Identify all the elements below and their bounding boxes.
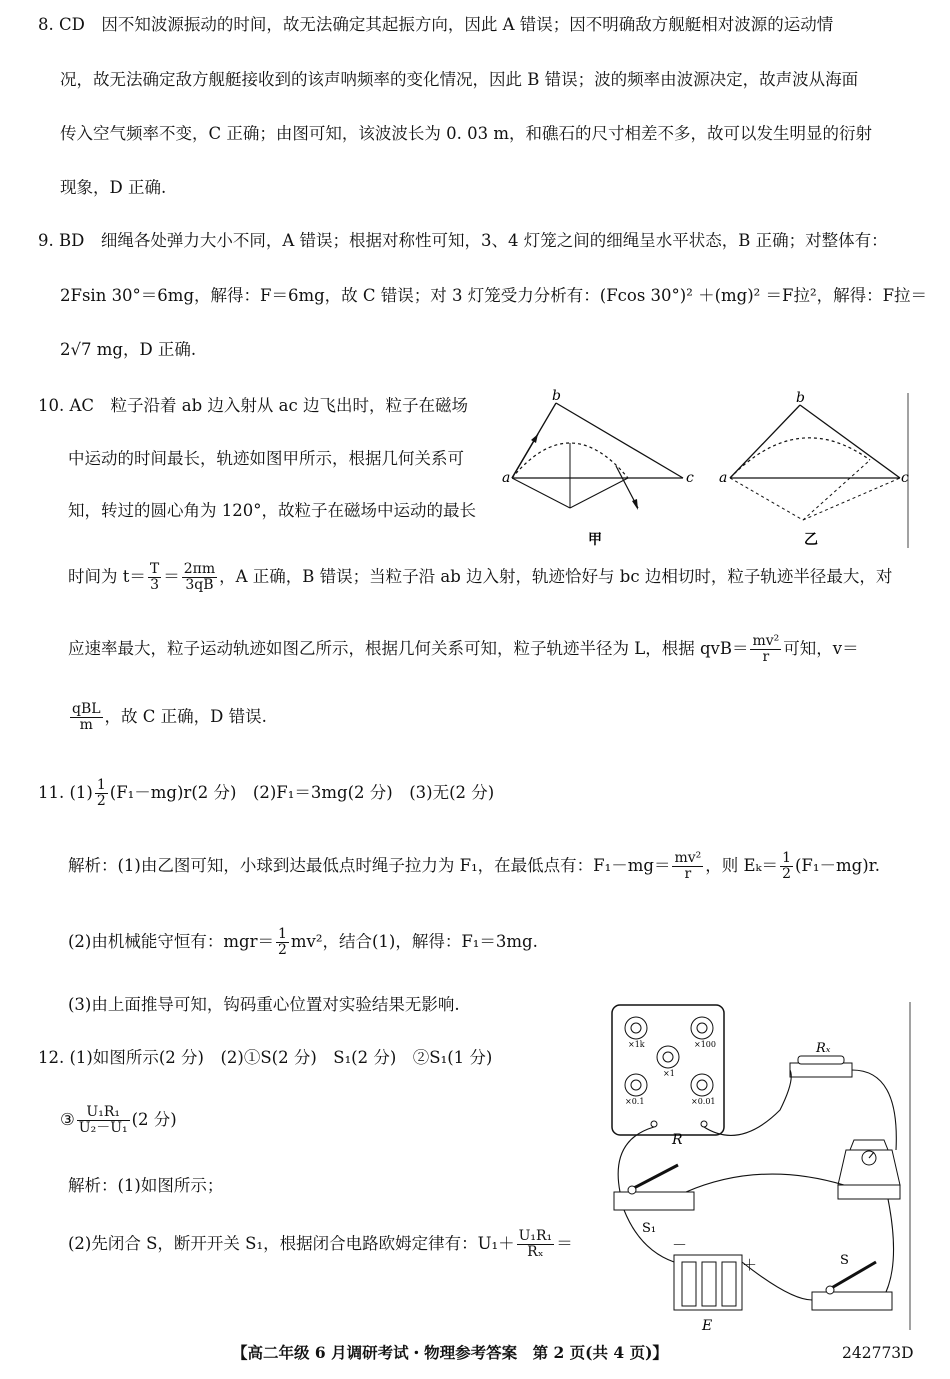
switch-s1 (614, 1165, 694, 1236)
fraction: $\frac{1}{2}$ (277, 926, 287, 958)
q10-text: ，故 C 正确，D 错误. (104, 707, 267, 726)
label-a: a (719, 470, 728, 486)
battery-plus: ＋ (742, 1256, 758, 1274)
battery-minus: － (672, 1236, 688, 1254)
q11-line-4: (3)由上面推导可知，钩码重心位置对实验结果无影响. (68, 995, 460, 1014)
q9-line-1: 9. BD 细绳各处弹力大小不同，A 错误；根据对称性可知，3、4 灯笼之间的细绳呈水平状态，B 正确；对整体有： (38, 231, 888, 250)
q11-line-2 (68, 849, 880, 883)
label-c: c (686, 470, 694, 486)
q10-text: 应速率最大，粒子运动轨迹如图乙所示，根据几何关系可知，粒子轨迹半径为 L，根据 qvB＝ (68, 639, 749, 658)
q9-line-2: 2Fsin 30°＝6mg，解得：F＝6mg，故 C 错误；对 3 灯笼受力分析有：(Fcos 30°)² ＋(mg)² ＝F拉²，解得：F拉＝ (60, 286, 928, 305)
q10-line-6 (68, 700, 267, 734)
label-c: c (901, 470, 909, 486)
dial-label: ×1 (663, 1069, 675, 1078)
label-R: R (672, 1132, 683, 1148)
dial-label: ×0.1 (625, 1097, 645, 1106)
q10-line-5 (68, 632, 859, 666)
fraction: $\frac{2\pi m}{3qB}$ (183, 561, 216, 593)
q12-line-1: 12. (1)如图所示(2 分) (2)①S(2 分) S₁(2 分) ②S₁(1 分) (38, 1048, 493, 1067)
q9-line-3: 2√7 mg，D 正确. (60, 340, 197, 359)
label-rx: Rₓ (816, 1041, 831, 1056)
triangle-trajectory-figure (498, 388, 918, 553)
q10-line-3: 知，转过的圆心角为 120°，故粒子在磁场中运动的最长 (68, 501, 476, 520)
figure-jia (502, 388, 694, 548)
q10-text: 时间为 t＝ (68, 567, 146, 586)
dial-label: ×1k (628, 1040, 645, 1049)
q10-line-1: 10. AC 粒子沿着 ab 边入射从 ac 边飞出时，粒子在磁场 (38, 396, 468, 415)
q11-text: (2)由机械能守恒有：mgr＝ (68, 932, 274, 951)
label-E: E (702, 1318, 713, 1334)
caption-yi: 乙 (804, 532, 818, 548)
battery (672, 1236, 757, 1334)
q10-text: 可知，v＝ (783, 639, 859, 658)
fraction: $\frac{\text{U₁R₁}}{\text{U₂－U₁}}$ (78, 1104, 128, 1136)
q11-line-1 (38, 776, 494, 810)
label-b: b (796, 390, 805, 406)
q8-line-2: 况，故无法确定敌方舰艇接收到的该声呐频率的变化情况，因此 B 错误；波的频率由波源决定，故声波从海面 (60, 70, 859, 89)
q10-line-4 (68, 560, 892, 594)
q12-text: (2)先闭合 S，断开开关 S₁，根据闭合电路欧姆定律有：U₁＋ (68, 1234, 515, 1253)
q8-line-4: 现象，D 正确. (60, 178, 167, 197)
q12-text: (2 分) (131, 1110, 177, 1129)
fraction: $\frac{\text{mv²}}{r}$ (674, 850, 702, 882)
label-a: a (502, 470, 511, 486)
q12-line-4 (68, 1227, 573, 1261)
q12-text: ③ (60, 1110, 75, 1129)
equals: ＝ (163, 567, 180, 586)
figure-yi (719, 390, 909, 548)
fraction: $\frac{1}{2}$ (782, 850, 791, 882)
fraction: $\frac{\text{qBL}}{m}$ (72, 701, 101, 733)
q8-line-3: 传入空气频率不变，C 正确；由图可知，该波波长为 0. 03 m，和礁石的尺寸相差不多，故可以发生明显的衍射 (60, 124, 872, 143)
resistor-rx (790, 1041, 852, 1077)
voltmeter (838, 1140, 900, 1199)
fraction: $\frac{1}{2}$ (96, 777, 106, 809)
label-s1: S₁ (642, 1221, 657, 1236)
q11-text: 11. (1) (38, 783, 93, 802)
label-b: b (552, 388, 561, 404)
fraction: $\frac{T}{3}$ (149, 561, 160, 593)
q12-text: ＝ (556, 1234, 573, 1253)
fraction: $\frac{\text{U₁R₁}}{\text{Rₓ}}$ (518, 1228, 553, 1260)
circuit-figure (600, 1000, 912, 1335)
q11-text: (F₁－mg)r(2 分) (2)F₁＝3mg(2 分) (3)无(2 分) (109, 783, 495, 802)
q12-line-3: 解析：(1)如图所示； (68, 1176, 224, 1195)
label-s: S (840, 1253, 849, 1268)
fraction: $\frac{\text{mv²}}{r}$ (752, 633, 780, 665)
q12-line-2 (60, 1103, 177, 1137)
caption-jia: 甲 (588, 532, 602, 548)
dial-label: ×0.01 (691, 1097, 716, 1106)
q10-text: ，A 正确，B 错误；当粒子沿 ab 边入射，轨迹恰好与 bc 边相切时，粒子轨迹半径最大，对 (219, 567, 893, 586)
q11-text: (F₁－mg)r. (794, 856, 880, 875)
q10-line-2: 中运动的时间最长，轨迹如图甲所示，根据几何关系可 (68, 449, 464, 468)
footer-code: 242773D (842, 1344, 914, 1362)
footer-title: 【高二年级 6 月调研考试・物理参考答案 第 2 页(共 4 页)】 (232, 1343, 668, 1362)
resistance-box (612, 1005, 724, 1148)
q8-line-1: 8. CD 因不知波源振动的时间，故无法确定其起振方向，因此 A 错误；因不明确敌方舰艇相对波源的运动情 (38, 15, 834, 34)
dial-label: ×100 (694, 1040, 716, 1049)
q11-text: ，则 Eₖ＝ (705, 856, 779, 875)
q11-text: mv²，结合(1)，解得：F₁＝3mg. (290, 932, 538, 951)
q11-text: 解析：(1)由乙图可知，小球到达最低点时绳子拉力为 F₁，在最低点有：F₁－mg＝ (68, 856, 671, 875)
switch-s (812, 1253, 892, 1310)
q11-line-3 (68, 925, 538, 959)
